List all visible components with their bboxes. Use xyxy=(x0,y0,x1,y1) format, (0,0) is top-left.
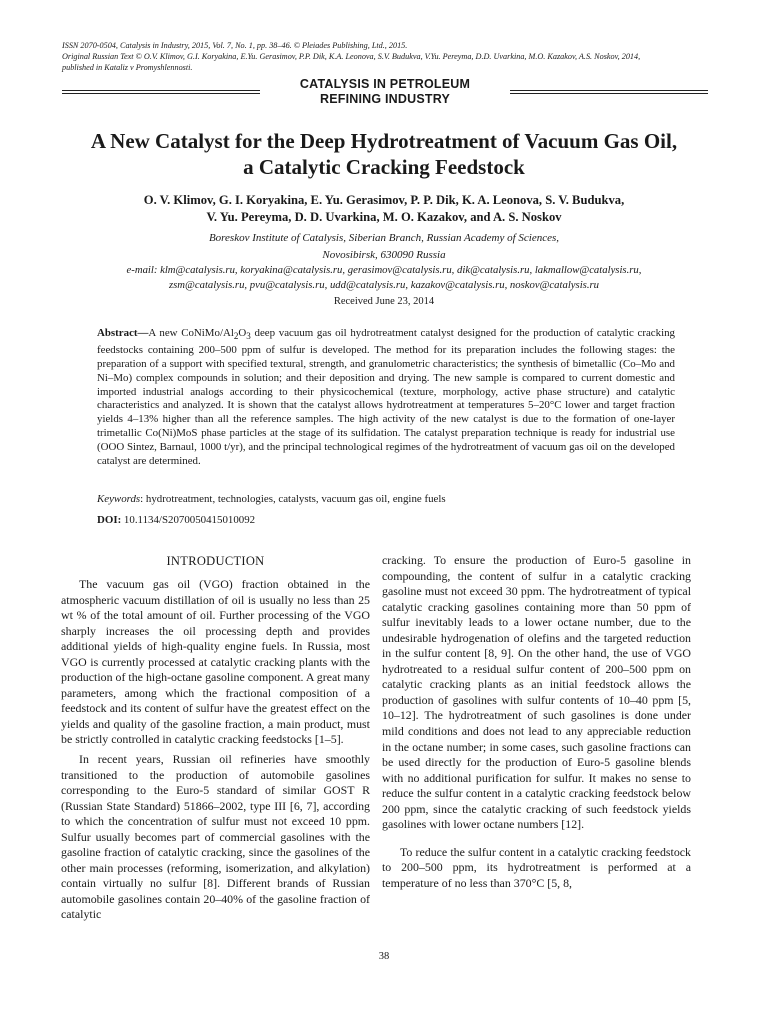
author-list xyxy=(60,192,708,226)
section-title-line1: CATALYSIS IN PETROLEUM xyxy=(299,77,471,91)
section-heading xyxy=(62,77,708,109)
affiliation-line2: Novosibirsk, 630090 Russia xyxy=(322,249,446,261)
email-list xyxy=(50,263,718,293)
body-paragraph: To reduce the sulfur content in a catalytic cracking feedstock to 200–500 ppm, its hydrotreatment is performed at a temperature of no less than 370°C [5, 8, xyxy=(382,844,691,890)
doi-value: 10.1134/S2070050415010092 xyxy=(121,514,256,526)
body-column-right xyxy=(382,553,691,891)
doi-label: DOI: xyxy=(97,514,122,526)
keywords-label: Keywords xyxy=(97,493,141,505)
abstract-dash: — xyxy=(137,327,149,339)
journal-header-meta xyxy=(62,40,712,73)
email-list-line1: e-mail: klm@catalysis.ru, koryakina@catalysis.ru, gerasimov@catalysis.ru, dik@catalysis.ru, lakmallow@catalysis.ru, xyxy=(126,264,642,276)
abstract-formula-sub2: 3 xyxy=(246,331,251,342)
body-paragraph: cracking. To ensure the production of Euro-5 gasoline in compounding, the content of sulfur in a catalytic cracking gasoline must not exceed 30 ppm. The hydrotreatment of typical catalytic cracking gasolines containing more than 50 ppm of sulfur inevitably leads to a lower octane number, due to the undesirable hydrogenation of olefins and the targeted reduction in the sulfur content [8, 9]. On the other hand, the use of VGO hydrotreated to a residual sulfur content of 200–500 ppm on catalytic cracking plants as an initial feedstock allows the production of gasolines with sulfur contents of 10–40 ppm [5, 10–12]. The hydrotreatment of such gasolines is done under mild conditions and does not lead to any appreciable reduction in the octane number; in some cases, such gasoline fractions can be used directly for the production of Euro-5 gasoline blends with no additional purification for sulfur. It makes no sense to reduce the sulfur content in a catalytic cracking feedstock below 200 ppm, since the catalytic cracking of such feedstock yields gasolines with lower octane numbers [12]. xyxy=(382,553,691,832)
page-number: 38 xyxy=(378,951,390,962)
author-list-line2: V. Yu. Pereyma, D. D. Uvarkina, M. O. Kazakov, and A. S. Noskov xyxy=(206,210,562,224)
section-rule-right xyxy=(510,90,708,94)
abstract-formula-pre: A new CoNiMo/Al xyxy=(148,327,234,339)
author-list-line1: O. V. Klimov, G. I. Koryakina, E. Yu. Gerasimov, P. P. Dik, K. A. Leonova, S. V. Budukva, xyxy=(143,193,625,207)
abstract-text: deep vacuum gas oil hydrotreatment catalyst designed for the production of catalytic cracking feedstocks containing 200–500 ppm of sulfur is developed. The method for its preparation includes the following stages: the preparation of a support with specified textural, strength, and granulometric characteristics; the synthesis of bimetallic (Co–Mo and Ni–Mo) complex compounds in solution; and their deposition and drying. The new sample is compared to current domestic and imported industrial analogs according to their physicochemical (texture, morphology, active phase structure) and catalytic characteristics and analyzed. It is shown that the catalyst allows hydrotreatment at temperatures 5–20°C lower and target fraction yields 4–13% higher than all the reference samples. The high activity of the new catalyst is due to the formation of one-layer trimetallic Co(Ni)MoS phase particles at the stage of its sulfidation. The catalyst preparation technique is ready for industrial use (OOO Sintez, Barnaul, 1000 t/yr), and the principal technological regimes of the hydrotreatment of vacuum gas oil on the developed catalyst are determined. xyxy=(97,327,675,467)
affiliation xyxy=(60,230,708,264)
body-column-left xyxy=(61,553,370,923)
affiliation-line1: Boreskov Institute of Catalysis, Siberian Branch, Russian Academy of Sciences, xyxy=(208,232,560,244)
email-list-line2: zsm@catalysis.ru, pvu@catalysis.ru, udd@catalysis.ru, kazakov@catalysis.ru, noskov@catalysis.ru xyxy=(168,279,599,291)
abstract-formula-sub1: 2 xyxy=(233,331,239,342)
article-title-line2: a Catalytic Cracking Feedstock xyxy=(243,155,525,179)
keywords-text: : hydrotreatment, technologies, catalysts, vacuum gas oil, engine fuels xyxy=(140,493,446,505)
section-rule-left xyxy=(62,90,260,94)
abstract-formula-mid: O xyxy=(238,327,247,339)
article-title xyxy=(40,128,728,180)
body-paragraph: In recent years, Russian oil refineries have smoothly transitioned to the production of automobile gasolines corresponding to the Euro-5 standard of similar GOST R (Russian State Standard) 51866–2002, type III [6, 7], according to which the concentration of sulfur must not exceed 10 ppm. Sulfur usually becomes part of commercial gasolines with the gasoline fraction of catalytic cracking, since the gasolines of the other main processes (reforming, isomerization, and alkylation) contain virtually no sulfur [8]. Different brands of Russian automobile gasolines contain 20–40% of the gasoline fraction of catalytic xyxy=(61,752,370,922)
body-paragraph: The vacuum gas oil (VGO) fraction obtained in the atmospheric vacuum distillation of oil is usually no less than 25 wt % of the total amount of oil. Further processing of the VGO sharply increases the oil processing depth and provides additional yields of high-quality engine fuels. In Russia, most VGO is currently processed at catalytic cracking plants with the production of the high-octane gasoline component. A great many parameters, among which the fractional composition of a feedstock and its content of sulfur have the greatest effect on the yields and quality of the gasoline fraction, a main product, must be strictly controlled in catalytic cracking feedstocks [1–5]. xyxy=(61,577,370,747)
original-text-line: Original Russian Text © O.V. Klimov, G.I. Koryakina, E.Yu. Gerasimov, P.P. Dik, K.A. Leonova, S.V. Budukva, V.Yu. Pereyma, D.D. Uvarkina, M.O. Kazakov, A.S. Noskov, 2014, xyxy=(62,52,641,61)
introduction-heading: INTRODUCTION xyxy=(166,554,265,568)
section-title-line2: REFINING INDUSTRY xyxy=(319,92,451,106)
received-date: Received June 23, 2014 xyxy=(333,296,435,307)
keywords xyxy=(97,492,675,506)
abstract-label: Abstract xyxy=(97,327,138,339)
doi xyxy=(97,513,675,527)
issn-line: ISSN 2070-0504, Catalysis in Industry, 2015, Vol. 7, No. 1, pp. 38–46. © Pleiades Publishing, Ltd., 2015. xyxy=(62,41,408,50)
section-title xyxy=(262,77,508,107)
article-title-line1: A New Catalyst for the Deep Hydrotreatment of Vacuum Gas Oil, xyxy=(90,129,678,153)
published-in-line: published in Kataliz v Promyshlennosti. xyxy=(62,63,193,72)
abstract xyxy=(97,327,675,469)
